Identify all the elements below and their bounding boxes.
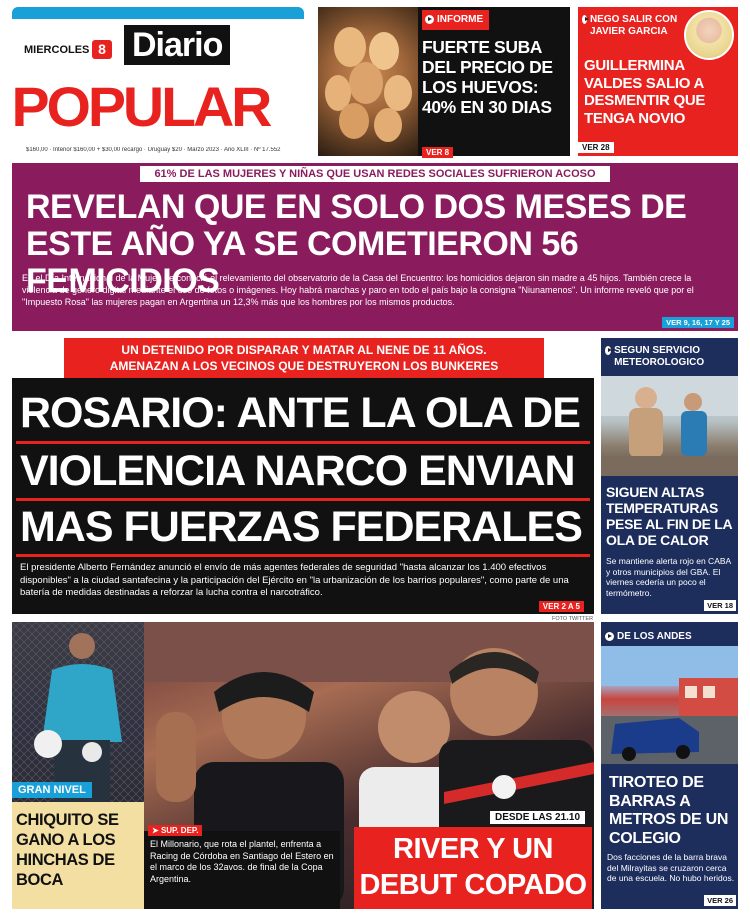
andes-headline: TIROTEO DE BARRAS A METROS DE UN COLEGIO — [609, 774, 729, 847]
guillermina-tag — [582, 11, 682, 38]
rosario-divider-1 — [16, 441, 590, 444]
river-time: DESDE LAS 21.10 — [490, 811, 585, 824]
guillermina-tag-label: NEGO SALIR CON JAVIER GARCIA — [589, 14, 678, 37]
arrow-icon: ➤ — [152, 826, 159, 835]
rosario-line-1: ROSARIO: ANTE LA OLA DE — [20, 389, 580, 437]
egg-icon — [318, 7, 418, 156]
chiquito-headline: CHIQUITO SE GANO A LOS HINCHAS DE BOCA — [16, 811, 119, 889]
chiquito-tag: GRAN NIVEL — [12, 782, 92, 798]
femicidios-body: En el Día Internacional de la Mujer, se conoció el relevamiento del observatorio de la Casa del Encuentro: los homicidios dejaron sin madre a 45 hijos. También crece la violencia de género digital mediante el uso de fotos o imágenes. Hoy habrá marchas y paro en todo el país bajo la consigna "Niunamenos". Un informe reveló que por el "Impuesto Rosa" las mujeres pagan en Argentina un 12,3% más que los hombres por los mismos productos. — [22, 273, 694, 307]
andes-tag-label: DE LOS ANDES — [617, 631, 692, 642]
clima-tag-label: SEGUN SERVICIO METEOROLOGICO — [614, 345, 705, 368]
clima-story[interactable] — [601, 338, 738, 614]
andes-story[interactable] — [601, 622, 738, 909]
femicidios-kicker: 61% DE LAS MUJERES Y NIÑAS QUE USAN REDES SOCIALES SUFRIERON ACOSO — [140, 166, 610, 182]
rosario-kicker — [64, 338, 544, 378]
chiquito-photo — [12, 622, 144, 802]
river-headline-1: RIVER Y UN — [393, 833, 553, 865]
rosario-line-3: MAS FUERZAS FEDERALES — [20, 503, 582, 551]
eggs-headline: FUERTE SUBA DEL PRECIO DE LOS HUEVOS: 40% EN 30 DIAS — [422, 37, 553, 117]
rosario-story[interactable] — [12, 338, 594, 614]
rosario-kicker-line-1: UN DETENIDO POR DISPARAR Y MATAR AL NENE DE 11 AÑOS. — [121, 343, 487, 357]
guillermina-avatar — [684, 10, 734, 60]
river-body: El Millonario, que rota el plantel, enfrenta a Racing de Córdoba en Santiago del Estero en el marco de los 32avos. de final de la Copa Argentina. — [150, 839, 334, 884]
eggs-tag-label: INFORME — [437, 14, 484, 25]
day-number: 8 — [92, 40, 112, 59]
rosario-headline-box — [12, 378, 594, 614]
guillermina-ver[interactable]: VER 28 — [578, 142, 614, 153]
rosario-ver-label: VER 2 A 5 — [539, 601, 584, 612]
femicidios-headline: REVELAN QUE EN SOLO DOS MESES DE ESTE AÑO YA SE COMETIERON 56 FEMICIDIOS — [26, 188, 687, 300]
clima-body: Se mantiene alerta rojo en CABA y otros municipios del GBA. El viernes cedería un poco el termómetro. — [606, 556, 731, 598]
guillermina-headline: GUILLERMINA VALDES SALIO A DESMENTIR QUE TENGA NOVIO — [584, 57, 706, 127]
river-headline-2: DEBUT COPADO — [359, 869, 587, 901]
andes-tag — [605, 628, 692, 646]
day-label: MIERCOLES — [24, 44, 90, 56]
masthead-top-bar — [12, 7, 304, 19]
andes-photo — [601, 646, 738, 764]
arrow-icon — [605, 346, 611, 355]
clima-tag — [605, 342, 735, 369]
river-tag-label: SUP. DEP. — [160, 826, 199, 835]
femicidios-ver[interactable]: VER 9, 16, 17 Y 25 — [662, 317, 734, 328]
eggs-ver[interactable] — [422, 142, 453, 160]
clima-ver[interactable]: VER 18 — [704, 600, 736, 611]
arrow-icon — [582, 15, 587, 24]
rosario-divider-2 — [16, 498, 590, 501]
rosario-line-2: VIOLENCIA NARCO ENVIAN — [20, 447, 575, 495]
arrow-icon — [605, 632, 614, 641]
andes-ver[interactable]: VER 26 — [704, 895, 736, 906]
photo-credit: FOTO TWITTER — [552, 616, 594, 622]
femicidios-story[interactable] — [12, 163, 738, 331]
rosario-body: El presidente Alberto Fernández anunció el envío de más agentes federales de seguridad "hasta alcanzar los 1.400 efectivos disponibles" a la ciudad santafecina y la participación del Ejército en "la urbanización de los barrios populares", como parte de una batería de medidas destinadas a reforzar la lucha contra el narcotráfico. — [20, 562, 569, 598]
clima-photo — [601, 376, 738, 476]
eggs-ver-label: VER 8 — [422, 147, 453, 158]
brand-bottom: POPULAR — [11, 75, 270, 138]
guillermina-story[interactable] — [578, 7, 738, 156]
eggs-photo — [318, 7, 418, 156]
clima-headline: SIGUEN ALTAS TEMPERATURAS PESE AL FIN DE LA OLA DE CALOR — [606, 484, 732, 548]
eggs-tag — [422, 10, 489, 30]
andes-body: Dos facciones de la barra brava del Milrayitas se cruzaron cerca de una escuela. No hubo heridos. — [607, 852, 735, 883]
masthead — [12, 7, 304, 156]
arrow-icon — [425, 15, 434, 24]
eggs-story[interactable] — [318, 7, 570, 156]
rosario-ver[interactable] — [539, 596, 584, 614]
river-tag — [148, 825, 202, 836]
rosario-divider-3 — [16, 554, 590, 557]
masthead-infoline: $160,00 · Interior $160,00 + $30,00 recargo · Uruguay $20 · Marzo 2023 · Año XLIII · Nº 17.552 — [26, 147, 281, 153]
chiquito-headline-box — [12, 802, 144, 909]
chiquito-story[interactable] — [12, 622, 144, 909]
river-info-box — [144, 826, 340, 909]
brand-top: Diario — [124, 25, 230, 65]
river-story[interactable] — [144, 622, 594, 909]
river-headline-box — [354, 827, 592, 909]
rosario-kicker-line-2: AMENAZAN A LOS VECINOS QUE DESTRUYERON LOS BUNKERES — [109, 359, 499, 373]
